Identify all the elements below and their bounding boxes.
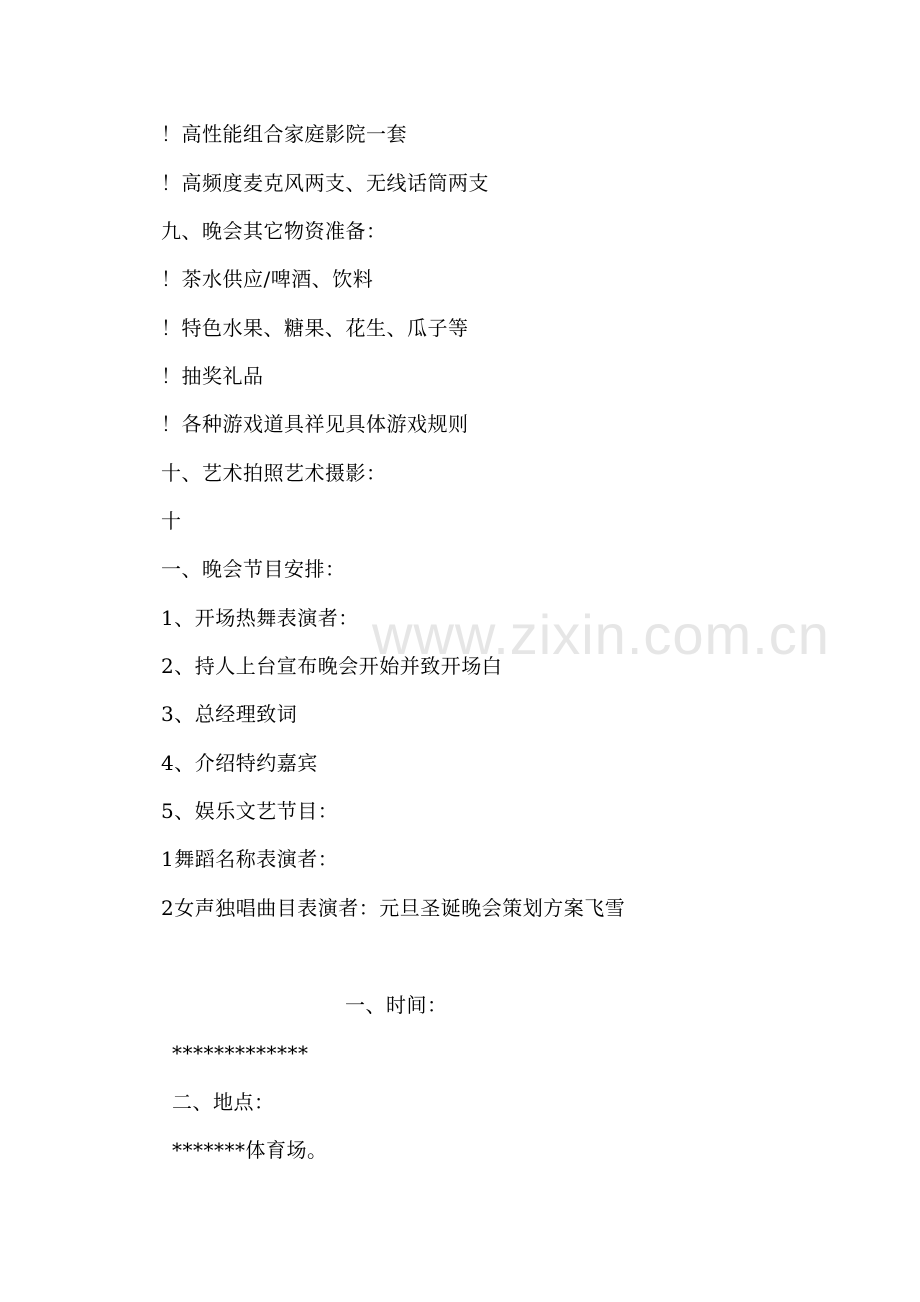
list-item: ！茶水供应/啤酒、饮料	[161, 267, 374, 291]
section-heading: 九、晚会其它物资准备：	[161, 219, 387, 243]
redacted-text: *************	[172, 1041, 309, 1065]
section-heading: 十	[161, 509, 182, 533]
list-item: 1、开场热舞表演者：	[161, 606, 359, 630]
list-item: ！高性能组合家庭影院一套	[161, 122, 407, 146]
list-item: ！各种游戏道具祥见具体游戏规则	[161, 412, 469, 436]
list-item: 2女声独唱曲目表演者：元旦圣诞晚会策划方案飞雪	[161, 896, 626, 920]
location-text: *******体育场。	[172, 1138, 328, 1162]
section-heading: 一、晚会节目安排：	[161, 557, 346, 581]
list-item: 5、娱乐文艺节目：	[161, 799, 339, 823]
section-heading: 十、艺术拍照艺术摄影：	[161, 461, 387, 485]
list-item: 4、介绍特约嘉宾	[161, 751, 318, 775]
list-item: ！抽奖礼品	[161, 364, 264, 388]
watermark: www.zixin.com.cn	[372, 603, 830, 666]
list-item: ！特色水果、糖果、花生、瓜子等	[161, 316, 469, 340]
section-heading: 二、地点：	[172, 1090, 275, 1114]
list-item: 1舞蹈名称表演者：	[161, 847, 339, 871]
section-heading: 一、时间：	[345, 993, 448, 1017]
list-item: ！高频度麦克风两支、无线话筒两支	[161, 171, 489, 195]
list-item: 2、持人上台宣布晚会开始并致开场白	[161, 654, 503, 678]
list-item: 3、总经理致词	[161, 702, 298, 726]
